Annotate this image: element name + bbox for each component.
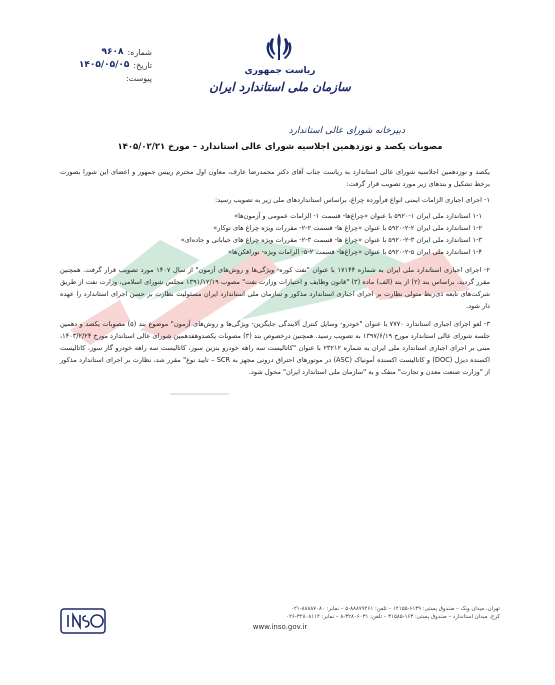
secretariat-label: دبیرخانه شورای عالی استاندارد (288, 126, 405, 136)
watermark-text: ـــــــــ (170, 376, 229, 401)
date-value: ۱۴۰۵/۰۵/۰۵ (78, 60, 130, 70)
attachment-row (52, 72, 152, 85)
list-item: ۱-۱ استاندارد ملی ایران ۱-۵۹۲۰ با عنوان «چراغ‌ها- قسمت ۱- الزامات عمومی و آزمون‌ها» (234, 212, 482, 220)
footer-address-karaj: کرج، میدان استاندارد – صندوق پستی: ۱۶۳-۳۱۵۸۵ – تلفن: ۳۲۸۰۶۰۳۱-۸ – نمابر: ۳۲۸۰۸۱۱۴-۰۲۶ (286, 614, 500, 620)
iran-emblem-icon (262, 30, 296, 64)
attachment-label: پیوست: (125, 74, 152, 83)
list-item: ۱-۴ استاندارد ملی ایران ۵-۲-۵۹۲۰ با عنوان «چراغ‌ها- قسمت ۲-۵- الزامات ویژه- نورافکن‌ها» (227, 248, 482, 256)
number-label: شماره: (127, 48, 152, 57)
footer-address-tehran: تهران، میدان ونک – صندوق پستی: ۶۱۳۹-۱۴۱۵۵ – تلفن: ۸۸۸۷۹۴۶۱-۵ – نمابر: ۸۸۸۸۷۰۸۰-۰۲۱ (291, 606, 500, 612)
intro-paragraph: یکصد و نوزدهمین اجلاسیه شورای عالی استاندارد به ریاست جناب آقای دکتر محمدرضا عارف، معاون اول محترم رییس جمهور و اعضای این شورا بصورت برخط تشکیل و بندهای زیر مورد تصویب قرار گرفت: (60, 168, 490, 188)
list-item: ۱-۳ استاندارد ملی ایران ۳-۲-۵۹۲۰ با عنوان «چراغ ها- قسمت ۳-۲- مقررات ویژه چراغ های خیابانی و جاده‌ای» (180, 236, 482, 244)
document-title: مصوبات یکصد و نوزدهمین اجلاسیه شورای عالی استاندارد – مورخ ۱۴۰۵/۰۲/۲۱ (117, 142, 443, 152)
org-presidency: ریاست جمهوری (244, 66, 316, 76)
date-row (52, 59, 152, 72)
number-value: ۹۶۰۸ (101, 47, 124, 57)
footer-website[interactable]: www.inso.gov.ir (252, 623, 308, 631)
letter-meta (52, 46, 152, 85)
org-name: سازمان ملی استاندارد ایران (209, 80, 351, 94)
section-1: ۱- اجرای اجباری الزامات ایمنی انواع فرآورده چراغ، براساس استانداردهای ملی زیر به تصویب رسید: (215, 196, 490, 204)
document-body (60, 166, 490, 382)
section-3: ۳- لغو اجرای اجباری استاندارد ۷۷۷۰ با عنوان "خودرو- وسایل کنترل آلایندگی جایگزین- ویژگی‌ها و روش‌های آزمون" موضوع بند (۵) مصوبات یکصد و دهمین جلسه شورای عالی استاندارد مورخ ۱۳۹۷/۶/۱۹ به تصویب رسید. همچنین درخصوص بند (۳) مصوبات یکصدوهفدهمین شورای عالی استاندارد مورخ ۱۴۰۳/۲/۲۴، مبنی بر اجرای اجباری استاندارد ملی ایران به شماره ۲۳۲۱۲ با عنوان "کاتالیست سه راهه خودرو بنزین سوز، کاتالیست سه راهه خودرو گاز سوز، کاتالیست اکسنده دیزل (DOC) و کاتالیست اکسنده آمونیاک (ASC) در موتورهای احتراق درونی مجهز به SCR – تایید نوع" مقرر شد، نظارت بر اجرای استاندارد مذکور از "وزارت صنعت معدن و تجارت" منفک و به "سازمان ملی استاندارد ایران" محول شود. (60, 320, 490, 376)
number-row (52, 46, 152, 59)
footer (60, 605, 500, 631)
list-item: ۱-۲ استاندارد ملی ایران ۲-۲-۵۹۲۰ با عنوان «چراغ ها- قسمت ۲-۲- مقررات ویژه چراغ های توکار» (213, 224, 482, 232)
section-2: ۲- اجرای اجباری استاندارد ملی ایران به شماره ۱۷۱۴۴ با عنوان "نفت کوره- ویژگی‌ها و روش‌های آزمون" از سال ۱۴۰۷ مورد تصویب قرار گرفت. همچنین مقرر گردید، براساس بند (۲) از بند (الف) ماده (۳) "قانون وظایف و اختیارات وزارت نفت" مصوب ۱۳۹۱/۱۲/۱۹ مجلس شورای اسلامی، وزارت نفت از طریق شرکت‌های تابعه ذی‌ربط متولی نظارت بر اجرای اجباری استاندارد مذکور و سازمان ملی استاندارد ایران مسئولیت نظارت بر حسن اجرای استاندارد را عهده دار شود. (60, 266, 490, 310)
date-label: تاریخ: (133, 61, 152, 70)
